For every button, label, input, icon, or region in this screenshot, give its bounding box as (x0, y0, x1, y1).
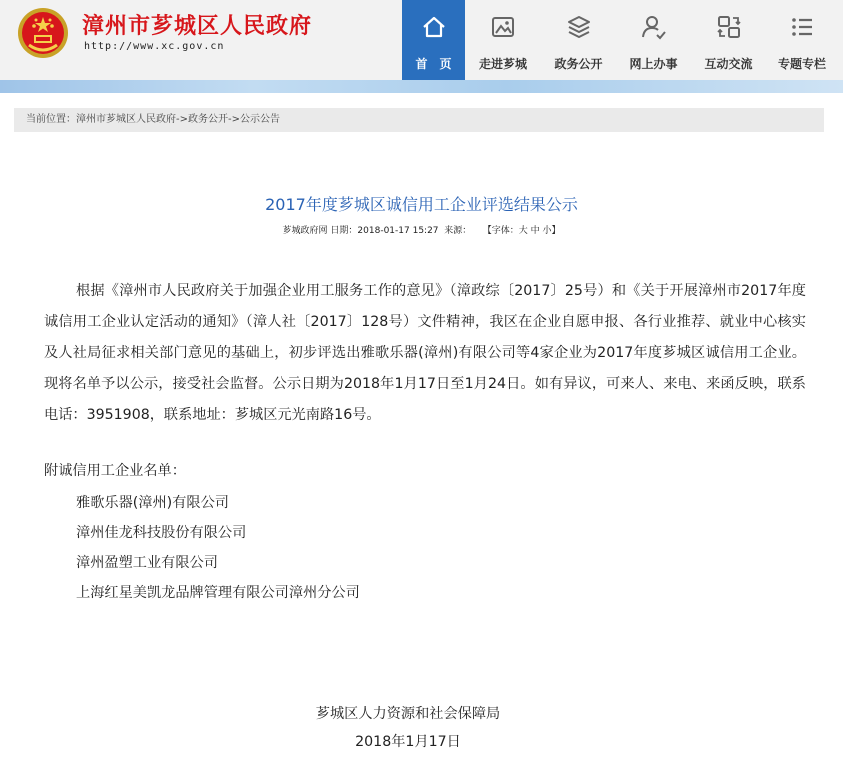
breadcrumb-separator: -> (228, 114, 240, 125)
user-check-icon (640, 13, 668, 41)
header-banner-strip (0, 80, 843, 93)
list-item: 雅歌乐器(漳州)有限公司 (76, 495, 229, 511)
font-size-control[interactable]: 【字体：大 中 小】 (482, 226, 561, 236)
nav-item-interaction[interactable] (691, 0, 766, 80)
article-title: 2017年度芗城区诚信用工企业评选结果公示 (265, 195, 578, 214)
layers-icon (565, 13, 593, 41)
nav-label: 首页 (415, 57, 464, 71)
breadcrumb-prefix: 当前位置： (26, 114, 76, 125)
site-header (0, 0, 843, 80)
home-icon (420, 13, 448, 41)
national-emblem-icon[interactable] (17, 7, 69, 59)
nav-label: 网上办事 (629, 57, 678, 71)
list-item: 漳州盈塑工业有限公司 (76, 555, 218, 571)
list-item: 漳州佳龙科技股份有限公司 (76, 525, 247, 541)
site-url: http://www.xc.gov.cn (84, 41, 225, 52)
meta-from-label: 来源： (444, 226, 472, 236)
breadcrumb-item-home[interactable]: 漳州市芗城区人民政府 (76, 114, 176, 125)
meta-source: 芗城政府网 (282, 226, 328, 236)
nav-item-home[interactable] (402, 0, 465, 80)
list-item: 上海红星美凯龙品牌管理有限公司漳州分公司 (76, 585, 360, 601)
main-nav (402, 0, 838, 80)
meta-date: 2018-01-17 15:27 (357, 226, 439, 236)
picture-icon (489, 13, 517, 41)
article-meta (0, 223, 843, 236)
article-body: 根据《漳州市人民政府关于加强企业用工服务工作的意见》（漳政综〔2017〕25号）和《关于开展漳州市2017年度诚信用工企业认定活动的通知》（漳人社〔2017〕128号）文件精神，我区在企业自愿申报、各行业推荐、就业中心核实及人社局征求相关部门意见的基础上，初步评选出雅歌乐器(漳州)有限公司等4家企业为2017年度芗城区诚信用工企业。现将名单予以公示，接受社会监督。公示日期为2018年1月17日至1月24日。如有异议，可来人、来电、来函反映，联系电话：3951908，联系地址：芗城区元光南路16号。 (44, 283, 806, 423)
breadcrumb-item-gov-affairs[interactable]: 政务公开 (188, 114, 228, 125)
nav-item-about[interactable] (465, 0, 541, 80)
breadcrumb-separator: -> (176, 114, 188, 125)
nav-label: 互动交流 (704, 57, 753, 71)
nav-item-online-services[interactable] (616, 0, 691, 80)
nav-label: 走进芗城 (478, 57, 527, 71)
nav-label: 专题专栏 (777, 57, 826, 71)
meta-date-label: 日期： (330, 226, 358, 236)
exchange-icon (715, 13, 743, 41)
nav-item-special-topics[interactable] (766, 0, 838, 80)
company-list (76, 488, 360, 608)
company-list-heading: 附诚信用工企业名单： (44, 463, 186, 479)
breadcrumb-item-notices[interactable]: 公示公告 (240, 114, 280, 125)
nav-item-gov-affairs[interactable] (541, 0, 616, 80)
list-icon (788, 13, 816, 41)
nav-label: 政务公开 (554, 57, 603, 71)
site-title[interactable]: 漳州市芗城区人民政府 (82, 14, 313, 39)
breadcrumb (14, 108, 824, 132)
signature-date: 2018年1月17日 (355, 734, 461, 750)
signature-org: 芗城区人力资源和社会保障局 (315, 706, 501, 722)
